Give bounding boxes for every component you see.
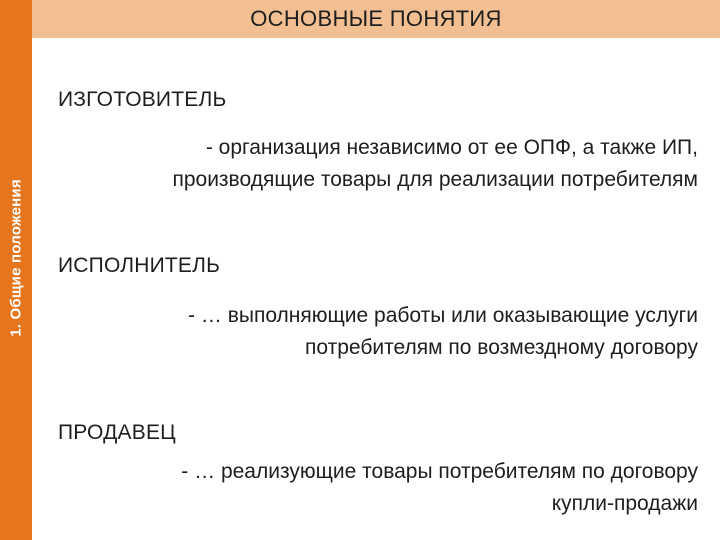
term-manufacturer: ИЗГОТОВИТЕЛЬ [58,88,227,111]
definition-seller [52,456,698,520]
section-label: 1. Общие положения [7,179,25,337]
term-seller: ПРОДАВЕЦ [58,421,176,444]
definition-line: потребителям по возмездному договору [305,336,698,359]
definition-line: купли-продажи [551,492,698,515]
definition-manufacturer [52,132,698,196]
definition-line: - … выполняющие работы или оказывающие услуги [188,304,698,327]
term-contractor: ИСПОЛНИТЕЛЬ [58,254,221,277]
definition-line: - организация независимо от ее ОПФ, а также ИП, [205,136,698,159]
page-title: ОСНОВНЫЕ ПОНЯТИЯ [250,6,502,31]
definition-contractor [52,300,698,364]
definition-line: производящие товары для реализации потребителям [172,168,698,191]
definition-line: - … реализующие товары потребителям по договору [181,460,698,483]
sidebar-stripe [0,0,32,540]
